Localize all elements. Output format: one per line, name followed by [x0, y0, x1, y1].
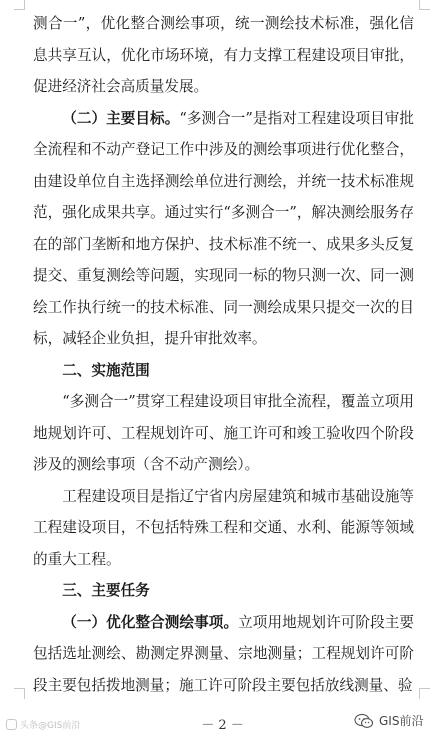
paragraph-lead-optimize-tasks: （一）优化整合测绘事项。 [62, 613, 239, 631]
watermark-left [6, 718, 80, 731]
paragraph-continuation: 测合一”，优化整合测绘事项，统一测绘技术标准，强化信息共享互认，优化市场环境，有力支撑工程建设项目审批，促进经济社会高质量发展。 [33, 15, 414, 95]
paragraph-body-optimize-tasks: 立项用地规划许可阶段主要包括选址测绘、勘测定界测量、宗地测量；工程规划许可阶段主要包括拨地测量；施工许可阶段主要包括放线测量、验 [33, 613, 414, 694]
watermark-right [354, 712, 423, 729]
paragraph-scope: “多测合一”贯穿工程建设项目审批全流程，覆盖立项用地规划许可、工程规划许可、施工许可和竣工验收四个阶段涉及的测绘事项（含不动产测绘）。 [33, 393, 414, 473]
watermark-right-text: GIS前沿 [379, 714, 424, 728]
paragraph-main-goals [33, 103, 414, 355]
paragraph-project-definition: 工程建设项目是指辽宁省内房屋建筑和城市基础设施等工程建设项目，不包括特殊工程和交通、水利、能源等领域的重大工程。 [33, 487, 414, 568]
corner-mark-top-right [419, 0, 430, 10]
page-number: － 2 － [201, 718, 244, 733]
paragraph-lead-main-goals: （二）主要目标。 [62, 109, 180, 127]
paragraph-optimize-tasks [33, 607, 414, 702]
paragraph-body-main-goals: “多测合一”是指对工程建设项目审批全流程和不动产登记工作中涉及的测绘事项进行优化整合，由建设单位自主选择测绘单位进行测绘，并统一技术标准规范，强化成果共享。通过实行“多测合一”，解决测绘服务存在的部门垄断和地方保护、技术标准不统一、成果多头反复提交、重复测绘等问题，实现同一标的物只测一次、同一测绘工作执行统一的技术标准、同一测绘成果只提交一次的目标，减轻企业负担，提升审批效率。 [33, 109, 414, 347]
document-body [33, 8, 414, 701]
corner-mark-bottom-right [419, 688, 430, 699]
wechat-icon [354, 713, 374, 729]
section-heading-scope: 二、实施范围 [62, 361, 150, 379]
watermark-left-text: 头条@GIS前沿 [20, 721, 81, 731]
corner-mark-top-left [14, 0, 25, 10]
toutiao-icon [6, 719, 17, 730]
corner-mark-bottom-left [14, 688, 25, 699]
section-heading-main-tasks: 三、主要任务 [62, 582, 150, 599]
